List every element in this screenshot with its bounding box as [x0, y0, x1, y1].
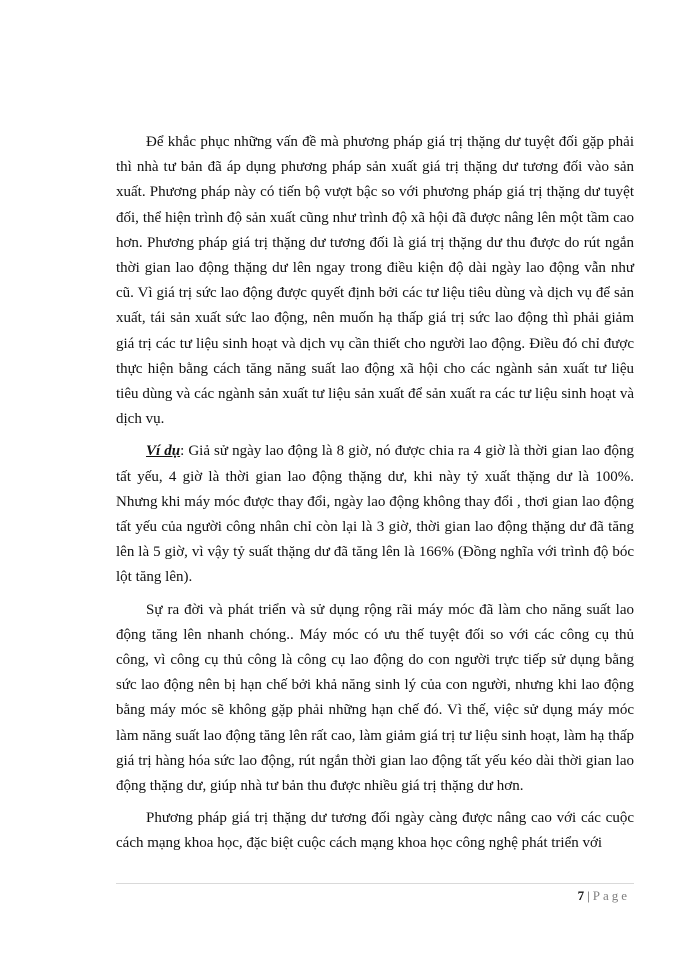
document-body: [116, 130, 634, 864]
paragraph-example: [116, 439, 634, 590]
paragraph-machinery: Sự ra đời và phát triển và sử dụng rộng rãi máy móc đã làm cho năng suất lao động tăng lên nhanh chóng.. Máy móc có ưu thế tuyệt đối so với các công cụ thủ công, vì công cụ thủ công là công cụ lao động do con người trực tiếp sử dụng bằng sức lao động nên bị hạn chế bởi khả năng sinh lý của con người, nhưng khi lao động bằng máy móc sẽ không gặp phải những hạn chế đó. Vì thế, việc sử dụng máy móc làm năng suất lao động tăng lên rất cao, làm giảm giá trị tư liệu sinh hoạt, làm hạ thấp giá trị hàng hóa sức lao động, rút ngắn thời gian lao động tất yếu kéo dài thời gian lao động thặng dư, giúp nhà tư bản thu được nhiều giá trị thặng dư hơn.: [116, 601, 634, 795]
example-text: : Giả sử ngày lao động là 8 giờ, nó được chia ra 4 giờ là thời gian lao động tất yếu, 4 giờ là thời gian lao động thặng dư, khi này tỷ xuất thặng dư là 100%. Nhưng khi máy móc được thay đổi, ngày lao động không thay đổi , thơi gian lao động tất yếu của người công nhân chỉ còn lại là 3 giờ, thời gian lao động thặng dư đã tăng lên là 5 giờ, vì vậy tỷ suất thặng dư đã tăng lên là 166% (Đồng nghĩa với trình độ bóc lột tăng lên).: [116, 443, 635, 586]
paragraph-scientific-revolution: Phương pháp giá trị thặng dư tương đối ngày càng được nâng cao với các cuộc cách mạng khoa học, đặc biệt cuộc cách mạng khoa học công nghệ phát triển với: [116, 810, 634, 852]
page-label: Page: [592, 888, 630, 903]
page-footer: [578, 888, 630, 904]
footer-divider: [116, 883, 634, 884]
paragraph-relative-surplus-method: Để khắc phục những vấn đề mà phương pháp giá trị thặng dư tuyệt đối gặp phải thì nhà tư bản đã áp dụng phương pháp sản xuất giá trị thặng dư tương đối vào sản xuất. Phương pháp này có tiến bộ vượt bậc so với phương pháp giá trị thặng dư tuyệt đối, thể hiện trình độ sản xuất cũng như trình độ xã hội đã được nâng lên một tầm cao hơn. Phương pháp giá trị thặng dư tương đối là giá trị thặng dư thu được do rút ngắn thời gian lao động thặng dư lên ngay trong điều kiện độ dài ngày lao động vẫn như cũ. Vì giá trị sức lao động được quyết định bởi các tư liệu tiêu dùng và dịch vụ để sản xuất, tái sản xuất sức lao động, nên muốn hạ thấp giá trị sức lao động thì phải giảm giá trị các tư liệu sinh hoạt và dịch vụ cần thiết cho người lao động. Điều đó chỉ được thực hiện bằng cách tăng năng suất lao động xã hội cho các ngành sản xuất tư liệu tiêu dùng và các ngành sản xuất tư liệu sản xuất để sản xuất ra các tư liệu sinh hoạt và dịch vụ.: [116, 134, 634, 428]
page-number: 7: [577, 888, 585, 903]
footer-separator: |: [587, 888, 590, 903]
example-label: Ví dụ: [146, 443, 181, 460]
